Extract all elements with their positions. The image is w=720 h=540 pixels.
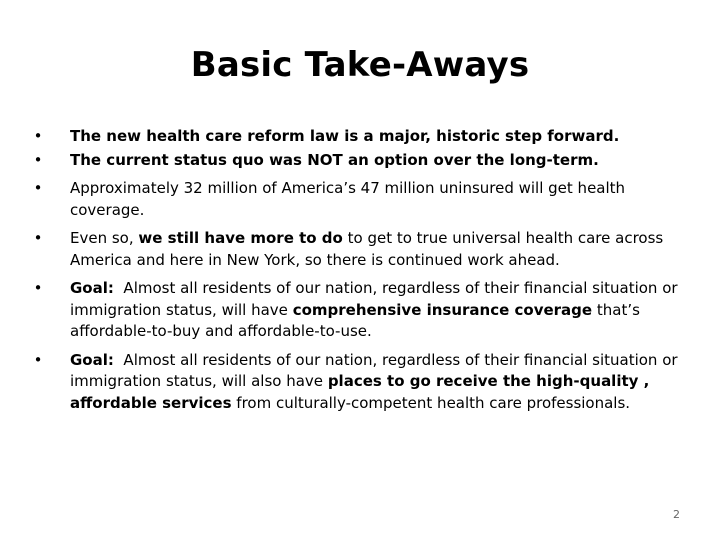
bullet-item: [32, 350, 692, 415]
bullet-text: to get to true universal health care across America and here in New York, so there is continued work ahead.: [70, 229, 664, 269]
bullet-text: from culturally-competent health care professionals.: [231, 393, 631, 412]
slide-title: Basic Take-Aways: [190, 45, 530, 85]
bullet-emphasis: places to go receive the high-quality , affordable services: [70, 372, 650, 412]
bullet-item: [32, 228, 692, 271]
bullet-dot-icon: •: [33, 229, 43, 247]
bullet-text: Almost all residents of our nation, regardless of their financial situation or immigration status, will also have: [70, 350, 683, 390]
bullet-item: [32, 150, 692, 172]
bullet-goal-label: Goal:: [70, 350, 114, 369]
bullet-emphasis: we still have more to do: [138, 229, 343, 247]
bullet-text: The new health care reform law is a major, historic step forward.: [70, 127, 620, 145]
bullet-text: The current status quo was NOT an option over the long-term.: [70, 150, 599, 169]
bullet-emphasis: comprehensive insurance coverage: [292, 300, 593, 319]
bullet-list: [32, 126, 692, 414]
bullet-text: Almost all residents of our nation, regardless of their financial situation or immigration status, will have: [70, 279, 683, 319]
bullet-text: that’s affordable-to-buy and affordable-to-use.: [70, 300, 640, 340]
bullet-item: [32, 126, 692, 148]
bullet-goal-label: Goal:: [70, 279, 114, 297]
bullet-item: [32, 278, 692, 343]
bullet-text: Even so,: [70, 229, 139, 247]
bullet-dot-icon: •: [33, 350, 43, 369]
bullet-dot-icon: •: [33, 279, 43, 297]
bullet-dot-icon: •: [33, 179, 43, 197]
bullet-dot-icon: •: [33, 150, 43, 169]
bullet-dot-icon: •: [33, 127, 43, 145]
bullet-text: Approximately 32 million of America’s 47 million uninsured will get health coverage.: [70, 179, 626, 219]
bullet-item: [32, 178, 692, 221]
page-number: 2: [673, 508, 680, 521]
